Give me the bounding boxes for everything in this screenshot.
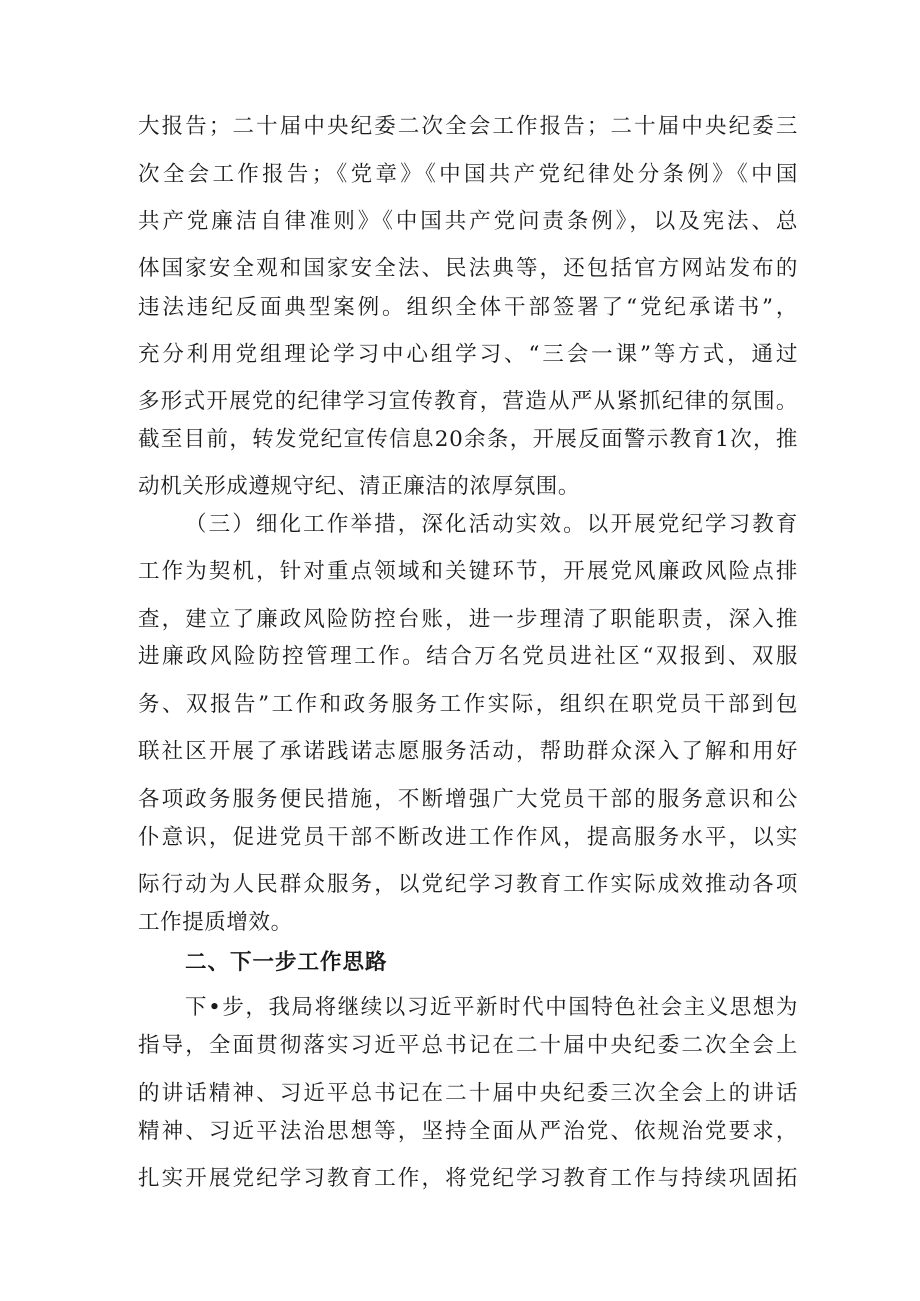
text-line: 充分利用党组理论学习中心组学习、“三会一课”等方式，通过	[138, 342, 798, 367]
text-line: 体国家安全观和国家安全法、民法典等，还包括官方网站发布的	[138, 256, 798, 281]
text-line: 多形式开展党的纪律学习宣传教育，营造从严从紧抓纪律的氛围。	[138, 389, 798, 414]
text-line: 各项政务服务便民措施，不断增强广大党员干部的服务意识和公	[138, 787, 798, 812]
text-line: 的讲话精神、习近平总书记在二十届中央纪委三次全会上的讲话	[138, 1081, 798, 1106]
text-line: 工作提质增效。	[138, 910, 293, 935]
text-line: 扎实开展党纪学习教育工作，将党纪学习教育工作与持续巩固拓	[138, 1166, 798, 1191]
text-line: 工作为契机，针对重点领域和关键环节，开展党风廉政风险点排	[138, 559, 798, 584]
paragraph-first-line: 下•步，我局将继续以习近平新时代中国特色社会主义思想为	[185, 995, 798, 1020]
text-line: 进廉政风险防控管理工作。结合万名党员进社区“双报到、双服	[138, 644, 798, 669]
text-line: 违法违纪反面典型案例。组织全体干部签署了“党纪承诺书”，	[138, 295, 798, 320]
text-line: 指导，全面贯彻落实习近平总书记在二十届中央纪委二次全会上	[138, 1033, 798, 1058]
text-line: 共产党廉洁自律准则》《中国共产党问责条例》，以及宪法、总	[138, 209, 798, 234]
text-line: 务、双报告”工作和政务服务工作实际，组织在职党员干部到包	[138, 692, 798, 717]
text-line: 精神、习近平法治思想等，坚持全面从严治党、依规治党要求，	[138, 1119, 798, 1144]
text-line: 截至目前，转发党纪宣传信息20余条，开展反面警示教育1次，推	[138, 427, 798, 452]
text-line: 仆意识，促进党员干部不断改进工作作风，提高服务水平，以实	[138, 825, 798, 850]
text-line: 联社区开展了承诺践诺志愿服务活动，帮助群众深入了解和用好	[138, 739, 798, 764]
text-line: 大报告；二十届中央纪委二次全会工作报告；二十届中央纪委三	[138, 114, 798, 139]
text-line: 查，建立了廉政风险防控台账，进一步理清了职能职责，深入推	[138, 607, 798, 632]
section-heading: 二、下一步工作思路	[185, 950, 388, 975]
text-line: 动机关形成遵规守纪、清正廉洁的浓厚氛围。	[138, 474, 581, 499]
section-3-first-line: （三）细化工作举措，深化活动实效。以开展党纪学习教育	[185, 512, 798, 537]
text-line: 次全会工作报告；《党章》《中国共产党纪律处分条例》《中国	[138, 162, 798, 187]
text-line: 际行动为人民群众服务，以党纪学习教育工作实际成效推动各项	[138, 872, 798, 897]
